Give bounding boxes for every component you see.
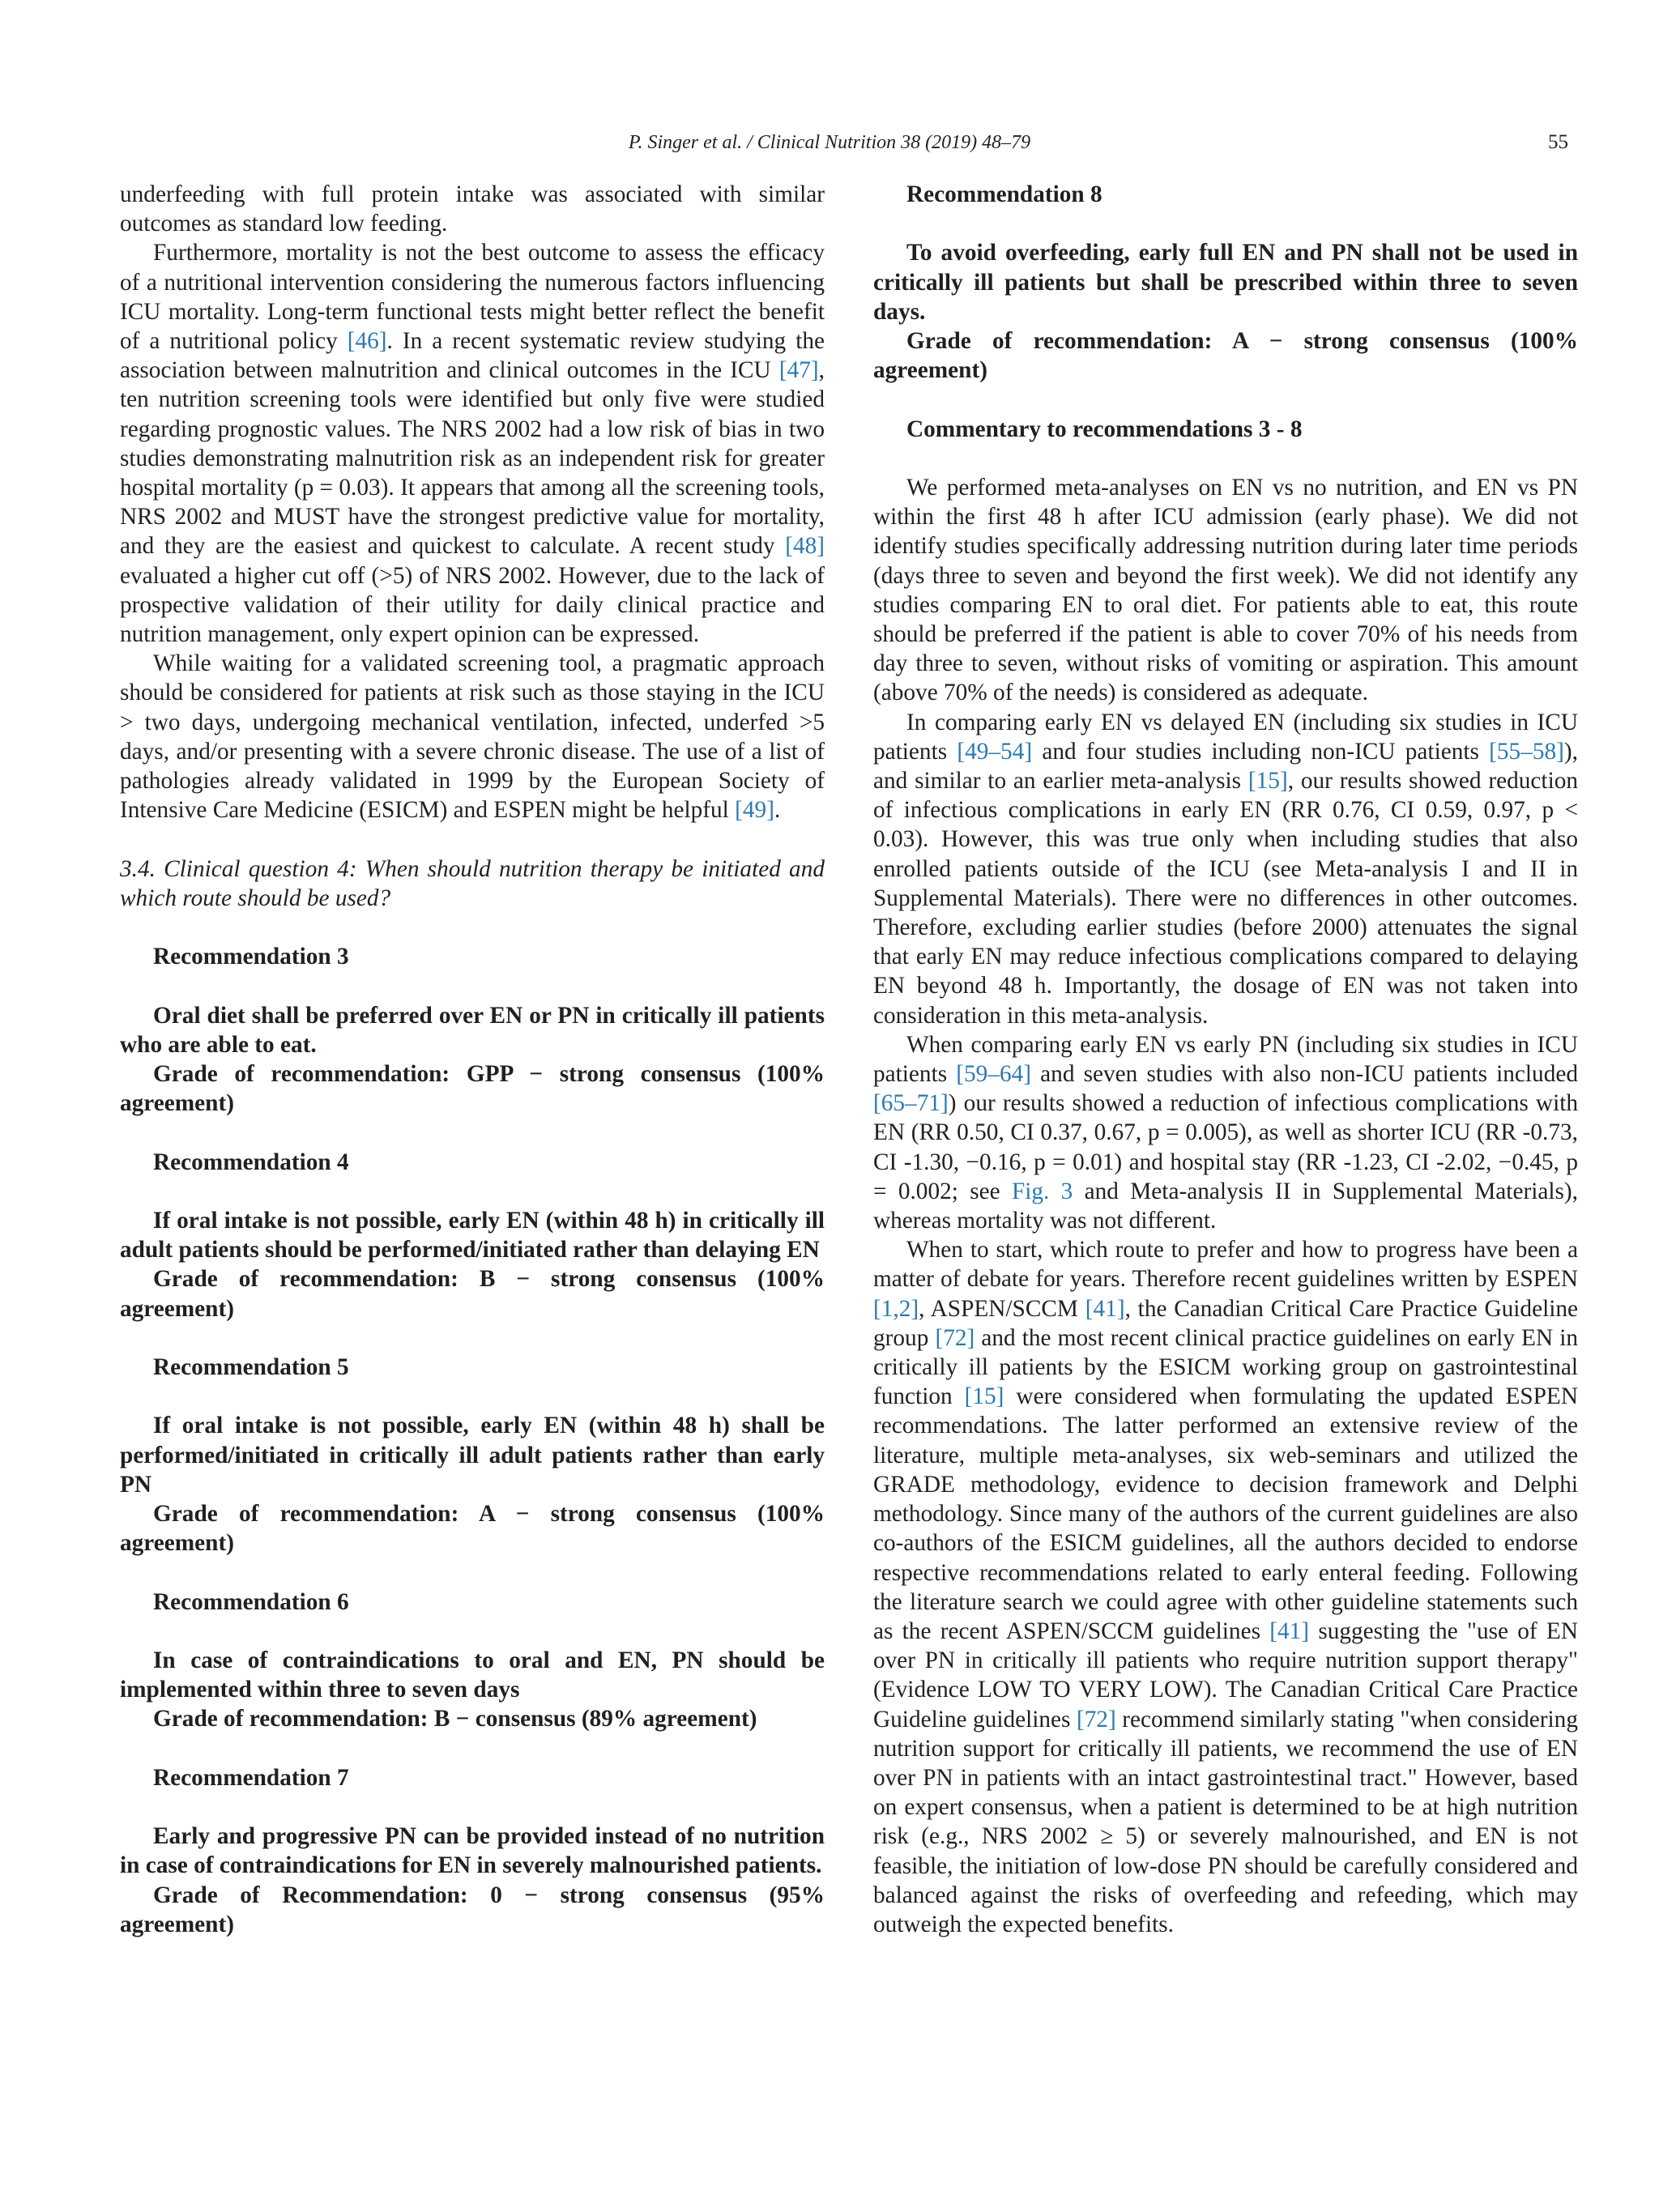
spacer [120,971,825,1000]
citation-link[interactable]: [15] [964,1383,1004,1410]
citation-link[interactable]: [49–54] [957,738,1033,765]
text: ), and similar to an earlier meta-analysis [873,738,1578,795]
spacer [120,913,825,942]
spacer [120,1382,825,1411]
spacer [120,1177,825,1206]
spacer [120,1558,825,1587]
text: and the most recent clinical practice guidelines on early EN in critically ill patients by the ESICM working group on gastrointestinal function [873,1324,1578,1410]
figure-link[interactable]: Fig. 3 [1011,1178,1073,1204]
recommendation-text: If oral intake is not possible, early EN (within 48 h) in critically ill adult patients should be performed/initiated rather than delaying EN [120,1208,825,1264]
recommendation-grade: Grade of recommendation: GPP − strong consensus (100% agreement) [120,1061,825,1117]
text: ) our results showed a reduction of infectious complications with EN (RR 0.50, CI 0.37, 0.67, p = 0.005), as well as shorter ICU (RR -0.73, CI -1.30, −0.16, p = 0.01) and hospital stay (RR -1.23, CI -2.02, −0.45, p = 0.002; see [873,1090,1578,1204]
paragraph [120,180,825,238]
text: recommend similarly stating "when considering nutrition support for critically ill patients, we recommend the use of EN over PN in patients with an intact gastrointestinal tract." However, based on expert consensus, when a patient is determined to be at high nutrition risk (e.g., NRS 2002 ≥ 5) or severely malnourished, and EN is not feasible, the initiation of low-dose PN should be carefully considered and balanced against the risks of overfeeding and refeeding, which may outweigh the expected benefits. [873,1706,1578,1937]
citation-link[interactable]: [46] [347,328,387,355]
text: We performed meta-analyses on EN vs no nutrition, and EN vs PN within the first 48 h after ICU admission (early phase). We did not identify studies specifically addressing nutrition during later time periods (days three to seven and beyond the first week). We did not identify any studies comparing EN to oral diet. For patients able to eat, this route should be preferred if the patient is able to cover 70% of his needs from day three to seven, without risks of vomiting or aspiration. This amount (above 70% of the needs) is considered as adequate. [873,474,1578,706]
running-head [0,128,1659,157]
recommendation-grade: Grade of recommendation: A − strong consensus (100% agreement) [873,328,1578,384]
citation-link[interactable]: [72] [935,1324,975,1351]
text: and seven studies with also non-ICU patients included [1031,1061,1578,1088]
commentary-title: Commentary to recommendations 3 - 8 [906,416,1303,442]
spacer [120,825,825,854]
citation-link[interactable]: [15] [1247,768,1288,795]
text: evaluated a higher cut off (>5) of NRS 2002. However, due to the lack of prospective validation of their utility for daily clinical practice and nutrition management, only expert opinion can be expressed. [120,562,825,648]
text: underfeeding with full protein intake was associated with similar outcomes as standard low feeding. [120,181,825,237]
recommendation-title: Recommendation 3 [153,944,349,970]
paragraph [873,1030,1578,1235]
text: . In a recent systematic review studying the association between malnutrition and clinical outcomes in the ICU [120,328,825,384]
citation-link[interactable]: [72] [1076,1706,1116,1733]
text: While waiting for a validated screening tool, a pragmatic approach should be considered for patients at risk such as those staying in the ICU > two days, undergoing mechanical ventilation, infected, underfed >5 days, and/or presenting with a severe chronic disease. The use of a list of pathologies already validated in 1999 by the European Society of Intensive Care Medicine (ESICM) and ESPEN might be helpful [120,650,825,824]
recommendation-grade: Grade of recommendation: B − consensus (89% agreement) [153,1706,757,1733]
recommendation-text: To avoid overfeeding, early full EN and PN shall not be used in critically ill patients but shall be prescribed within three to seven days. [873,240,1578,325]
text: and Meta-analysis II in Supplemental Materials), whereas mortality was not different. [873,1178,1578,1234]
recommendation-title: Recommendation 4 [153,1149,349,1175]
citation-link[interactable]: [1,2] [873,1295,919,1322]
recommendation-title: Recommendation 8 [906,181,1102,207]
section-heading: 3.4. Clinical question 4: When should nutrition therapy be initiated and which route should be used? [120,855,825,911]
recommendation-text: Oral diet shall be preferred over EN or PN in critically ill patients who are able to eat. [120,1002,825,1058]
spacer [120,1734,825,1763]
text: and four studies including non-ICU patients [1032,738,1490,765]
recommendation-grade: Grade of Recommendation: 0 − strong consensus (95% agreement) [120,1882,825,1937]
recommendation-text: Early and progressive PN can be provided instead of no nutrition in case of contraindications for EN in severely malnourished patients. [120,1823,825,1879]
text: , ten nutrition screening tools were identified but only five were studied regarding prognostic values. The NRS 2002 had a low risk of bias in two studies demonstrating malnutrition risk as an independent risk for greater hospital mortality (p = 0.03). It appears that among all the screening tools, NRS 2002 and MUST have the strongest predictive value for mortality, and they are the easiest and quickest to calculate. A recent study [120,357,825,560]
text: Furthermore, mortality is not the best outcome to assess the efficacy of a nutritional intervention considering the numerous factors influencing ICU mortality. Long-term functional tests might better reflect the benefit of a nutritional policy [120,240,825,355]
journal-citation: P. Singer et al. / Clinical Nutrition 38 (2019) 48–79 [628,132,1031,153]
spacer [120,1617,825,1646]
text: suggesting the "use of EN over PN in critically ill patients who require nutrition support therapy" (Evidence LOW TO VERY LOW). The Canadian Critical Care Practice Guideline guidelines [873,1617,1578,1733]
recommendation-grade: Grade of recommendation: A − strong consensus (100% agreement) [120,1501,825,1557]
text: , ASPEN/SCCM [919,1295,1085,1322]
recommendation-title: Recommendation 7 [153,1764,349,1791]
page-number: 55 [1548,131,1568,153]
citation-link[interactable]: [41] [1085,1295,1125,1322]
spacer [120,1792,825,1822]
spacer [120,1323,825,1353]
recommendation-title: Recommendation 6 [153,1588,349,1615]
paragraph [120,649,825,825]
citation-link[interactable]: [65–71] [873,1090,949,1117]
recommendation-text: If oral intake is not possible, early EN (within 48 h) shall be performed/initiated in critically ill adult patients rather than early PN [120,1413,825,1498]
text: , the Canadian Critical Care Practice Guideline group [873,1295,1579,1351]
spacer [873,209,1578,238]
paragraph [873,708,1578,1030]
paragraph [873,473,1578,708]
text: were considered when formulating the updated ESPEN recommendations. The latter performed an extensive review of the literature, multiple meta-analyses, six web-seminars and utilized the GRADE methodology, evidence to decision framework and Delphi methodology. Since many of the authors of the current guidelines are also co-authors of the ESICM guidelines, all the authors decided to endorse respective recommendations related to early enteral feeding. Following the literature search we could agree with other guideline statements such as the recent ASPEN/SCCM guidelines [873,1383,1578,1644]
spacer [873,444,1578,473]
citation-link[interactable]: [48] [785,533,825,560]
text: When comparing early EN vs early PN (including six studies in ICU patients [873,1031,1578,1088]
recommendation-title: Recommendation 5 [153,1354,349,1381]
text: In comparing early EN vs delayed EN (including six studies in ICU patients [873,709,1578,765]
citation-link[interactable]: [47] [778,357,819,384]
citation-link[interactable]: [59–64] [956,1061,1032,1088]
text: . [774,797,781,824]
text: , our results showed reduction of infectious complications in early EN (RR 0.76, CI 0.59, 0.97, p < 0.03). However, this was true only when including studies that also enrolled patients outside of the ICU (see Meta-analysis I and II in Supplemental Materials). There were no differences in other outcomes. Therefore, excluding earlier studies (before 2000) attenuates the signal that early EN may reduce infectious complications compared to delaying EN beyond 48 h. Importantly, the dosage of EN was not taken into consideration in this meta-analysis. [873,768,1579,1029]
spacer [120,1118,825,1147]
paragraph [120,238,825,649]
paragraph [873,1235,1578,1939]
recommendation-grade: Grade of recommendation: B − strong consensus (100% agreement) [120,1266,825,1322]
spacer [873,385,1578,414]
citation-link[interactable]: [49] [735,797,774,824]
recommendation-text: In case of contraindications to oral and EN, PN should be implemented within three to seven days [120,1647,825,1703]
left-column [120,180,825,1939]
citation-link[interactable]: [41] [1269,1617,1310,1644]
citation-link[interactable]: [55–58] [1489,738,1564,765]
text: When to start, which route to prefer and how to progress have been a matter of debate for years. Therefore recent guidelines written by ESPEN [873,1237,1578,1293]
right-column [873,180,1578,1939]
